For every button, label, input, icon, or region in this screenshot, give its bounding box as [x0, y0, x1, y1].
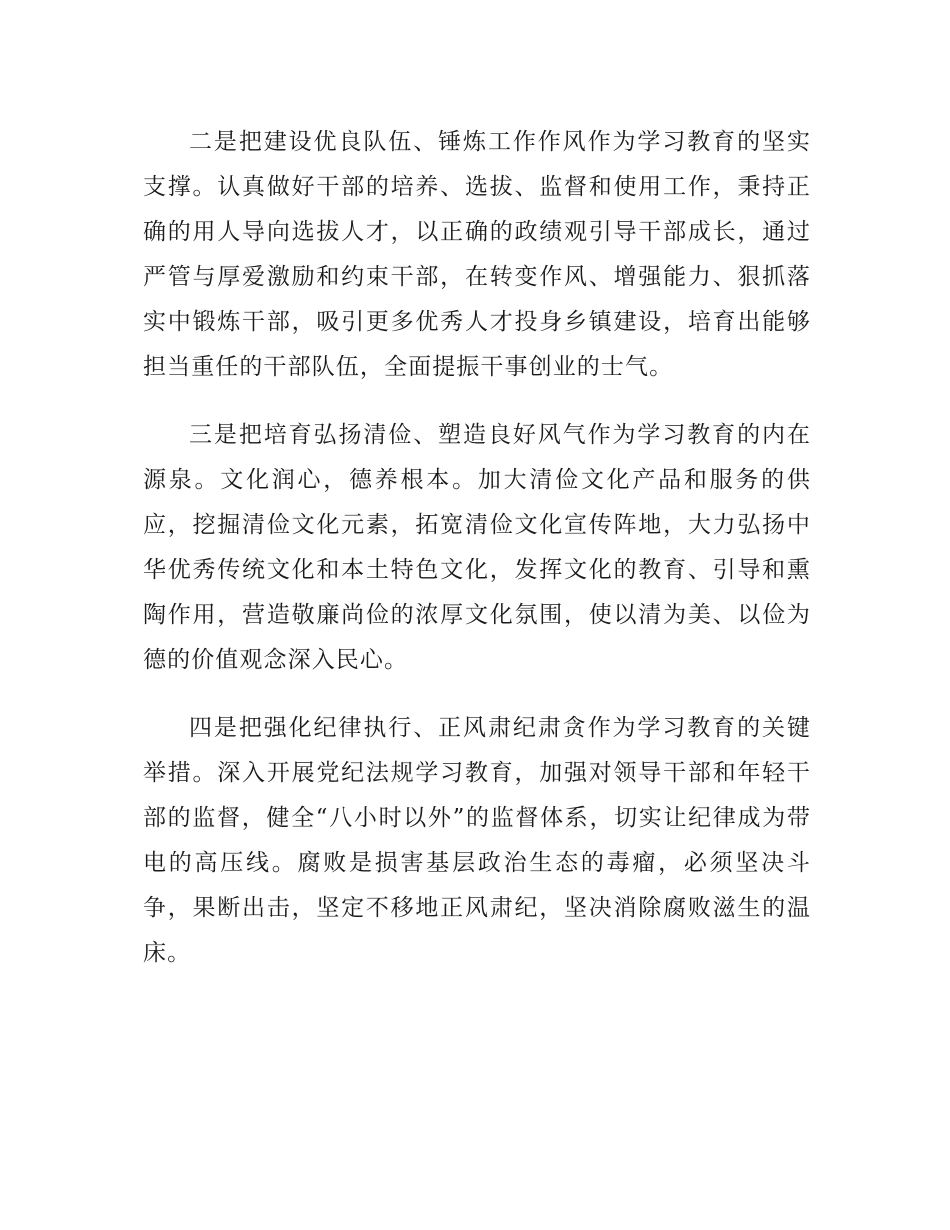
paragraph-4: 四是把强化纪律执行、正风肃纪肃贪作为学习教育的关键举措。深入开展党纪法规学习教育，加强对领导干部和年轻干部的监督，健全“八小时以外”的监督体系，切实让纪律成为带电的高压线。腐败是损害基层政治生态的毒瘤，必须坚决斗争，果断出击，坚定不移地正风肃纪，坚决消除腐败滋生的温床。 [143, 715, 811, 966]
document-body [143, 120, 811, 999]
paragraph-2: 二是把建设优良队伍、锤炼工作作风作为学习教育的坚实支撑。认真做好干部的培养、选拔、监督和使用工作，秉持正确的用人导向选拔人才，以正确的政绩观引导干部成长，通过严管与厚爱激励和约束干部，在转变作风、增强能力、狠抓落实中锻炼干部，吸引更多优秀人才投身乡镇建设，培育出能够担当重任的干部队伍，全面提振干事创业的士气。 [143, 129, 811, 380]
paragraph-3: 三是把培育弘扬清俭、塑造良好风气作为学习教育的内在源泉。文化润心，德养根本。加大清俭文化产品和服务的供应，挖掘清俭文化元素，拓宽清俭文化宣传阵地，大力弘扬中华优秀传统文化和本土特色文化，发挥文化的教育、引导和熏陶作用，营造敬廉尚俭的浓厚文化氛围，使以清为美、以俭为德的价值观念深入民心。 [143, 422, 811, 673]
